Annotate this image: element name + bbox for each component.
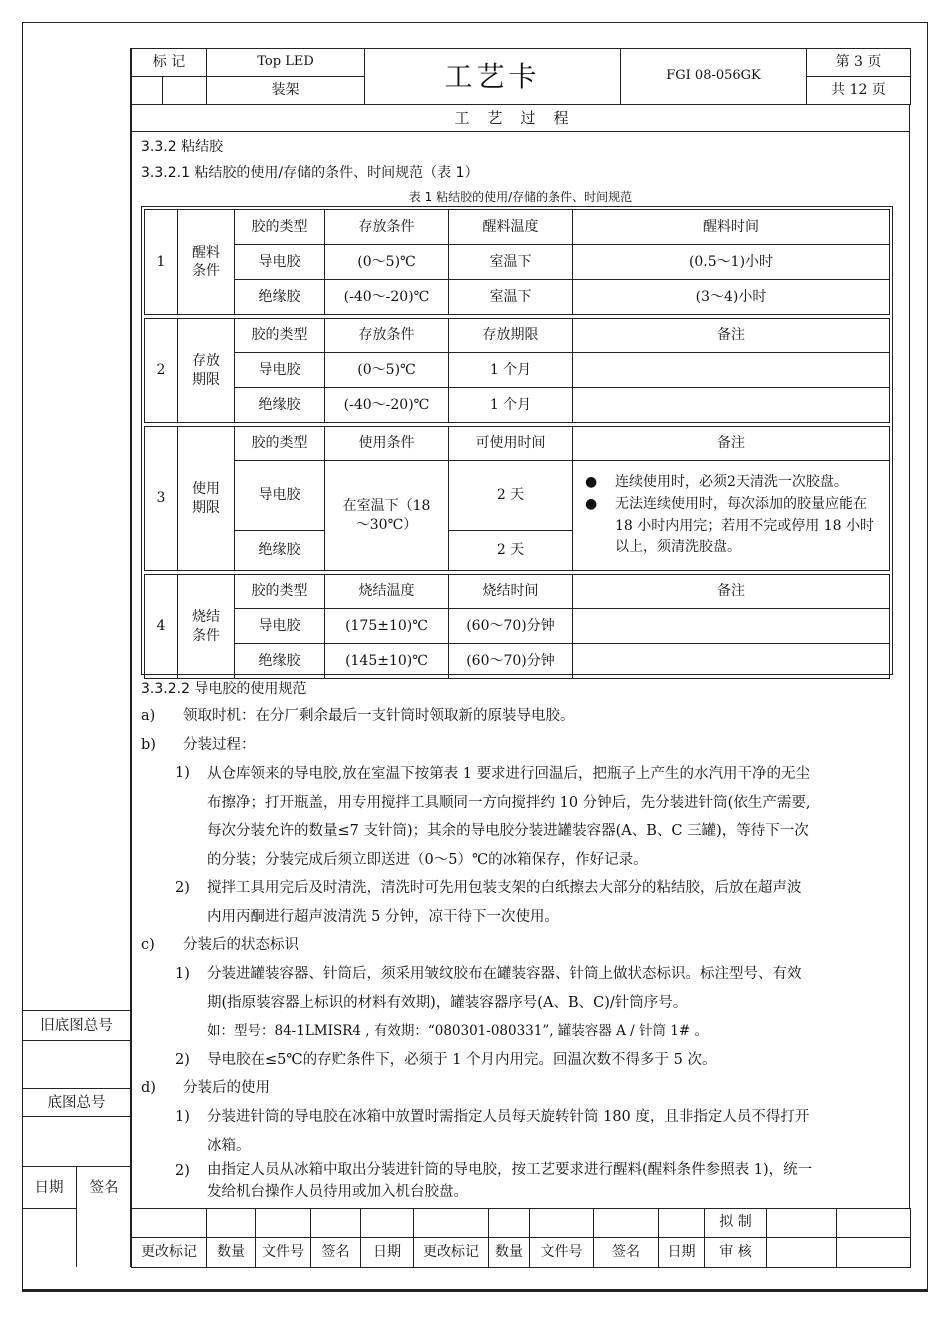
column-header: 备注 — [573, 575, 890, 609]
product-line1: Top LED — [207, 49, 365, 77]
table-row — [145, 388, 890, 423]
column-header: 备注 — [573, 319, 890, 353]
table-cell: 1 个月 — [449, 353, 573, 388]
table-cell: 室温下 — [449, 245, 573, 280]
table-row — [145, 427, 890, 461]
revision-mark-label: 更改标记 — [414, 1238, 489, 1268]
quantity-label: 数量 — [207, 1238, 256, 1268]
revision-table — [131, 1208, 911, 1268]
date-label: 日期 — [22, 1166, 77, 1208]
text-line: 分装进罐装容器、针筒后，须采用皱纹胶布在罐装容器、针筒上做状态标识。标注型号、有效 — [207, 966, 802, 982]
table-cell: 室温下 — [449, 280, 573, 315]
table-cell: (175±10)℃ — [325, 609, 449, 644]
revision-cell — [207, 1209, 256, 1238]
column-header: 存放期限 — [449, 319, 573, 353]
text-line: 发给机台操作人员待用或加入机台胶盘。 — [207, 1184, 468, 1200]
table-cell: 导电胶 — [235, 245, 325, 280]
text-line: 每次分装允许的数量≤7 支针筒)；其余的导电胶分装进罐装容器(A、B、C 三罐)，等待下一次 — [207, 823, 809, 839]
table-cell: (0～5)℃ — [325, 245, 449, 280]
shared-use-condition: 在室温下（18～30℃） — [325, 461, 449, 571]
table-cell: (0.5～1)小时 — [573, 245, 890, 280]
column-header: 胶的类型 — [235, 427, 325, 461]
drafted-value — [767, 1209, 837, 1238]
drawing-number-value — [22, 1116, 131, 1166]
item-label-b2: 2) — [175, 880, 190, 896]
item-d-text: 分装后的使用 — [183, 1080, 270, 1096]
table-cell — [573, 388, 890, 423]
table-row — [145, 319, 890, 353]
date-label: 日期 — [659, 1238, 705, 1268]
table-cell: 1 个月 — [449, 388, 573, 423]
revision-cell — [659, 1209, 705, 1238]
table-cell: 导电胶 — [235, 609, 325, 644]
text-line: 由指定人员从冰箱中取出分装进针筒的导电胶，按工艺要求进行醒料(醒料条件参照表 1)，统一 — [207, 1162, 813, 1178]
process-heading: 工艺过程 — [131, 105, 910, 132]
column-header: 备注 — [573, 427, 890, 461]
text-line: 搅拌工具用完后及时清洗，清洗时可先用包装支架的白纸擦去大部分的粘结胶，后放在超声波 — [207, 880, 802, 896]
block-name: 存放期限 — [178, 319, 235, 423]
block-number: 4 — [145, 575, 178, 679]
mark-cell-b — [163, 77, 207, 105]
section-3-3-2: 3.3.2 粘结胶 — [141, 139, 224, 155]
item-b-text: 分装过程： — [183, 737, 256, 753]
text-line: 的分装；分装完成后须立即送进（0～5）℃的冰箱保存，作好记录。 — [207, 851, 648, 868]
table-cell: (145±10)℃ — [325, 644, 449, 679]
item-label-a: a) — [141, 708, 156, 724]
table-cell: 绝缘胶 — [235, 388, 325, 423]
table-cell: (60～70)分钟 — [449, 644, 573, 679]
column-header: 烧结温度 — [325, 575, 449, 609]
table-cell: 绝缘胶 — [235, 644, 325, 679]
page-title: 工艺卡 — [365, 49, 621, 105]
item-label-d: d) — [141, 1080, 156, 1096]
content-area — [131, 132, 910, 1208]
table-row — [145, 245, 890, 280]
old-drawing-number-value — [22, 1040, 131, 1088]
mark-label: 标 记 — [132, 49, 207, 77]
item-label-b: b) — [141, 737, 156, 753]
table-cell — [573, 609, 890, 644]
column-header: 可使用时间 — [449, 427, 573, 461]
column-header: 使用条件 — [325, 427, 449, 461]
item-d2-text — [207, 1159, 907, 1203]
text-line: 布擦净；打开瓶盖，用专用搅拌工具顺同一方向搅拌约 10 分钟后，先分装进针筒(依生产需要, — [207, 794, 811, 811]
column-header: 胶的类型 — [235, 210, 325, 245]
block-name: 烧结条件 — [178, 575, 235, 679]
table-1-frame — [141, 206, 893, 675]
item-a-text: 领取时机：在分厂剩余最后一支针筒时领取新的原装导电胶。 — [183, 708, 575, 724]
block-number: 1 — [145, 210, 178, 315]
note-item — [577, 494, 885, 559]
file-number-label: 文件号 — [530, 1238, 594, 1268]
note-item — [577, 472, 885, 494]
signature-label: 签名 — [594, 1238, 659, 1268]
block-name: 醒料条件 — [178, 210, 235, 315]
column-header: 醒料时间 — [573, 210, 890, 245]
signature-label: 签名 — [77, 1166, 131, 1208]
table-cell: (3～4)小时 — [573, 280, 890, 315]
section-3-3-2-2: 3.3.2.2 导电胶的使用规范 — [141, 681, 307, 697]
revision-cell — [132, 1209, 207, 1238]
table-row — [145, 609, 890, 644]
column-header: 存放条件 — [325, 319, 449, 353]
revision-cell — [530, 1209, 594, 1238]
item-label-d1: 1) — [175, 1109, 190, 1125]
text-line: 内用丙酮进行超声波清洗 5 分钟，凉干待下一次使用。 — [207, 908, 559, 925]
text-line: 分装进针筒的导电胶在冰箱中放置时需指定人员每天旋转针筒 180 度，且非指定人员不得打开 — [207, 1109, 810, 1125]
product-line2: 装架 — [207, 77, 365, 105]
table-row — [145, 280, 890, 315]
note-text: 无法连续使用时，每次添加的胶量应能在 18 小时内用完；若用不完或停用 18 小时以上，须清洗胶盘。 — [615, 495, 874, 556]
note-text: 连续使用时，必须2天清洗一次胶盘。 — [615, 474, 848, 491]
date-value — [22, 1208, 77, 1267]
revision-mark-label: 更改标记 — [132, 1238, 207, 1268]
column-header: 胶的类型 — [235, 575, 325, 609]
table-cell: 2 天 — [449, 461, 573, 531]
item-c1-text — [207, 960, 907, 1046]
item-label-b1: 1) — [175, 765, 190, 781]
block-number: 3 — [145, 427, 178, 571]
mark-cell-a — [132, 77, 163, 105]
item-c2-text: 导电胶在≤5℃的存贮条件下，必须于 1 个月内用完。回温次数不得多于 5 次。 — [207, 1052, 717, 1068]
table-cell: 绝缘胶 — [235, 280, 325, 315]
revision-cell — [311, 1209, 361, 1238]
table-1 — [144, 209, 890, 679]
document-number: FGI 08-056GK — [621, 49, 807, 105]
section-3-3-2-1: 3.3.2.1 粘结胶的使用/存储的条件、时间规范（表 1） — [141, 165, 479, 181]
table-row — [145, 353, 890, 388]
date-label: 日期 — [361, 1238, 414, 1268]
table-row — [145, 461, 890, 531]
column-header: 醒料温度 — [449, 210, 573, 245]
file-number-label: 文件号 — [256, 1238, 311, 1268]
item-b1-text — [207, 760, 907, 874]
old-drawing-number-label: 旧底图总号 — [22, 1010, 131, 1040]
drafted-extra — [837, 1209, 911, 1238]
table-cell — [573, 644, 890, 679]
item-label-c2: 2) — [175, 1052, 190, 1068]
text-line: 冰箱。 — [207, 1137, 251, 1154]
item-label-d2: 2) — [175, 1163, 190, 1179]
usage-notes — [573, 461, 890, 571]
bullet-icon: ● — [585, 474, 598, 491]
column-header: 胶的类型 — [235, 319, 325, 353]
signature-label: 签名 — [311, 1238, 361, 1268]
table-row — [145, 644, 890, 679]
revision-cell — [414, 1209, 489, 1238]
item-b2-text — [207, 874, 907, 931]
table-cell — [573, 353, 890, 388]
total-pages: 共 12 页 — [807, 77, 911, 105]
table-cell: (-40～-20)℃ — [325, 280, 449, 315]
table-cell: (-40～-20)℃ — [325, 388, 449, 423]
table-cell: 绝缘胶 — [235, 531, 325, 571]
revision-cell — [361, 1209, 414, 1238]
drafted-label: 拟 制 — [705, 1209, 767, 1238]
table-cell: (0～5)℃ — [325, 353, 449, 388]
bottom-rule — [22, 1290, 928, 1292]
header-table — [131, 48, 911, 105]
item-label-c: c) — [141, 937, 155, 953]
column-header: 存放条件 — [325, 210, 449, 245]
reviewed-value — [767, 1238, 837, 1268]
table-cell: 2 天 — [449, 531, 573, 571]
item-c-text: 分装后的状态标识 — [183, 937, 299, 953]
table-cell: 导电胶 — [235, 461, 325, 531]
revision-cell — [594, 1209, 659, 1238]
text-line: 从仓库领来的导电胶,放在室温下按第表 1 要求进行回温后，把瓶子上产生的水汽用干净的无尘 — [207, 766, 811, 782]
table-cell: (60～70)分钟 — [449, 609, 573, 644]
item-label-c1: 1) — [175, 966, 190, 982]
table-cell: 导电胶 — [235, 353, 325, 388]
text-line: 如：型号：84-1LMISR4 , 有效期：“080301-080331”, 罐装容器 A / 针筒 1# 。 — [207, 1023, 708, 1039]
page-number: 第 3 页 — [807, 49, 911, 77]
text-line: 期(指原装容器上标识的材料有效期)，罐装容器序号(A、B、C)/针筒序号。 — [207, 994, 688, 1011]
table-row — [145, 210, 890, 245]
column-header: 烧结时间 — [449, 575, 573, 609]
reviewed-label: 审 核 — [705, 1238, 767, 1268]
table-row — [145, 575, 890, 609]
revision-cell — [256, 1209, 311, 1238]
block-name: 使用期限 — [178, 427, 235, 571]
reviewed-extra — [837, 1238, 911, 1268]
revision-cell — [489, 1209, 530, 1238]
block-number: 2 — [145, 319, 178, 423]
quantity-label: 数量 — [489, 1238, 530, 1268]
table-caption: 表 1 粘结胶的使用/存储的条件、时间规范 — [408, 190, 633, 204]
bullet-icon: ● — [585, 495, 598, 512]
item-d1-text — [207, 1103, 907, 1160]
drawing-number-label: 底图总号 — [22, 1088, 131, 1116]
